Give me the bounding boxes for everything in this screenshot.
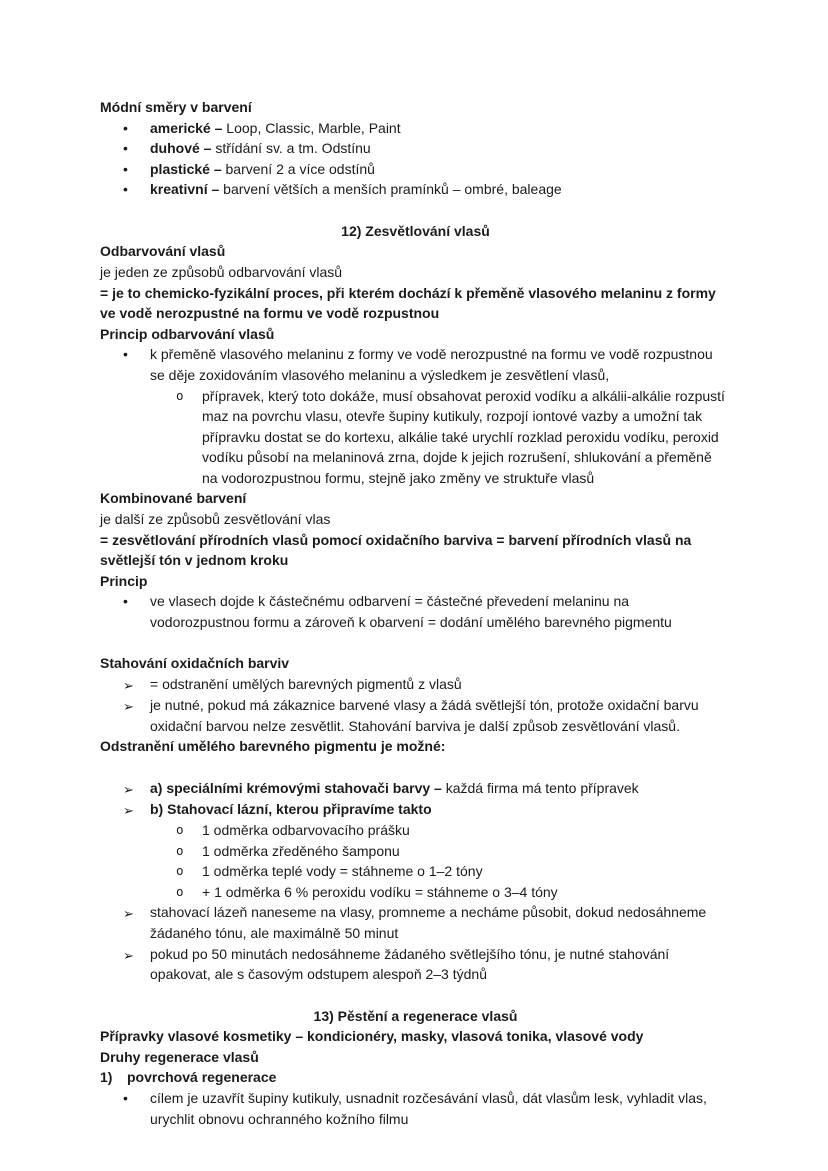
list-item-text: plastické – barvení 2 a více odstínů [150,160,375,177]
sub-heading: Princip [100,572,148,589]
bullet-icon: • [123,140,128,157]
section-heading: 12) Zesvětlování vlasů [341,222,490,239]
sub-bullet-item [100,386,731,489]
list-item-text: povrchová regenerace [127,1069,277,1086]
bullet-icon: • [123,1090,128,1107]
bullet-icon: • [123,346,128,363]
bullet-item [100,179,731,200]
bullet-icon: • [123,593,128,610]
list-item-text: přípravek, který toto dokáže, musí obsahovat peroxid vodíku a alkálii-alkálie rozpustí maz na povrchu vlasu, otevře šupiny kutikuly, rozpojí iontové vazby a umožní tak přípravku dostat se do kortexu, alkálie také urychlí rozklad peroxidu vodíku, peroxid vodíku působí na melaninová zrna, dojde k jejich rozrušení, shlukování a přeměně na vodorozpustnou formu, stejně jako změny ve struktuře vlasů [202,387,725,486]
arrow-item [100,674,731,695]
arrow-item [100,902,731,943]
sub-heading: Princip odbarvování vlasů [100,325,275,342]
spacer [100,985,731,1006]
bullet-item [100,344,731,385]
spacer [100,200,731,221]
section-heading: 13) Pěstění a regenerace vlasů [313,1007,518,1024]
list-number: 1) [100,1069,113,1086]
list-item-text: a) speciálními krémovými stahovači barvy – každá firma má tento přípravek [150,779,639,796]
bullet-item [100,118,731,139]
arrow-item [100,778,731,799]
bullet-icon: • [123,181,128,198]
circle-bullet-icon: o [176,863,184,879]
list-item-text: je nutné, pokud má zákaznice barvené vlasy a žádá světlejší tón, protože oxidační barvu oxidační barvou nelze zesvětlit. Stahování barviva je další způsob zesvětlování vlasů. [150,697,699,734]
list-item-text: ve vlasech dojde k částečnému odbarvení = částečné převedení melaninu na vodorozpustnou formu a zároveň k obarvení = dodání umělého barevného pigmentu [150,593,672,630]
list-item-text: 1 odměrka teplé vody = stáhneme o 1–2 tóny [202,863,483,880]
arrow-bullet-icon: ➢ [123,678,134,694]
sub-heading: Módní směry v barvení [100,99,252,115]
list-item-text: stahovací lázeň naneseme na vlasy, promneme a necháme působit, dokud nedosáhneme žádaného tónu, ale maximálně 50 minut [150,904,707,941]
bold-paragraph: = je to chemicko-fyzikální proces, při kterém dochází k přeměně vlasového melaninu z formy ve vodě nerozpustné na formu ve vodě rozpustnou [100,284,716,322]
bullet-item [100,591,731,632]
bullet-icon: • [123,119,128,136]
bullet-item [100,159,731,180]
circle-bullet-icon: o [176,883,184,899]
sub-bullet-item [100,882,731,903]
list-item-text: cílem je uzavřít šupiny kutikuly, usnadnit rozčesávání vlasů, dát vlasům lesk, vyhladit vlas, urychlit obnovu ochranného kožního filmu [150,1090,707,1127]
paragraph: je jeden ze způsobů odbarvování vlasů [100,264,343,281]
list-item-text: 1 odměrka odbarvovacího prášku [202,822,410,839]
sub-heading: Druhy regenerace vlasů [100,1048,259,1065]
list-item-text: b) Stahovací lázní, kterou připravíme takto [150,800,432,817]
document-body [100,97,731,1129]
circle-bullet-icon: o [176,842,184,858]
spacer [100,757,731,778]
arrow-item [100,695,731,736]
list-item-text: + 1 odměrka 6 % peroxidu vodíku = stáhneme o 3–4 tóny [202,883,558,900]
list-item-text: 1 odměrka zředěného šamponu [202,842,400,859]
list-item-text: = odstranění umělých barevných pigmentů z vlasů [150,676,462,693]
circle-bullet-icon: o [176,387,184,403]
arrow-item [100,944,731,985]
sub-heading: Odbarvování vlasů [100,243,226,260]
sub-bullet-item [100,820,731,841]
bullet-item [100,138,731,159]
bullet-icon: • [123,160,128,177]
arrow-bullet-icon: ➢ [123,802,134,818]
list-item-text: k přeměně vlasového melaninu z formy ve vodě nerozpustné na formu ve vodě rozpustnou se děje zoxidováním vlasového melaninu a výsledkem je zesvětlení vlasů, [150,346,713,383]
list-item-text: duhové – střídání sv. a tm. Odstínu [150,140,371,157]
paragraph: je další ze způsobů zesvětlování vlas [100,510,331,527]
list-item-text: pokud po 50 minutách nedosáhneme žádaného světlejšího tónu, je nutné stahování opakovat, ale s časovým odstupem alespoň 2–3 týdnů [150,945,670,983]
sub-heading: Kombinované barvení [100,490,247,507]
sub-bullet-item [100,861,731,882]
sub-bullet-item [100,841,731,862]
circle-bullet-icon: o [176,822,184,838]
arrow-bullet-icon: ➢ [123,947,134,963]
sub-heading: Odstranění umělého barevného pigmentu je možné: [100,738,446,755]
list-item-text: kreativní – barvení větších a menších pramínků – ombré, baleage [150,181,562,198]
sub-heading: Přípravky vlasové kosmetiky – kondicionéry, masky, vlasová tonika, vlasové vody [100,1028,644,1045]
arrow-item [100,799,731,820]
arrow-bullet-icon: ➢ [123,781,134,797]
bold-paragraph: = zesvětlování přírodních vlasů pomocí oxidačního barviva = barvení přírodních vlasů na světlejší tón v jednom kroku [100,531,692,569]
arrow-bullet-icon: ➢ [123,699,134,715]
sub-heading: Stahování oxidačních barviv [100,655,290,672]
bullet-item [100,1088,731,1129]
arrow-bullet-icon: ➢ [123,906,134,922]
list-item-text: americké – Loop, Classic, Marble, Paint [150,119,401,136]
spacer [100,632,731,653]
numbered-item [100,1067,731,1088]
